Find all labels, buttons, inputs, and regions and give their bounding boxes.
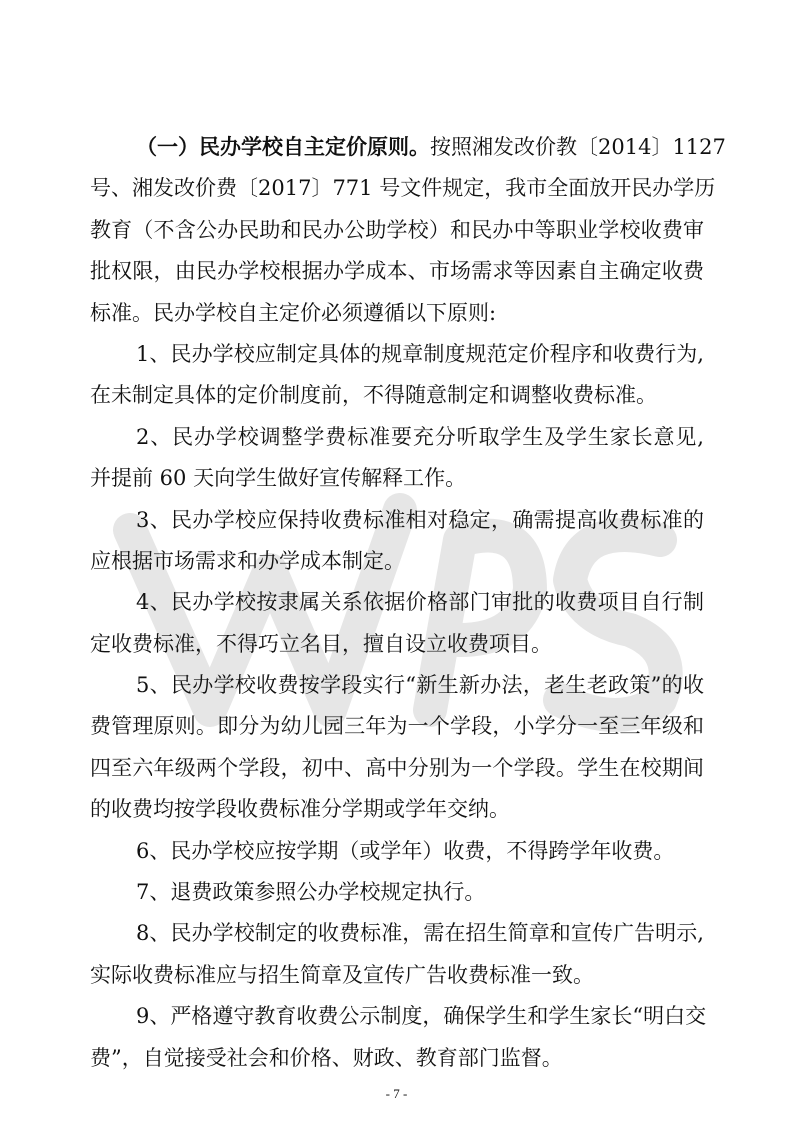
section-heading: （一）民办学校自主定价原则。 bbox=[136, 135, 430, 159]
line-text: 7、退费政策参照公办学校规定执行。 bbox=[136, 880, 486, 905]
line-text: 批权限，由民办学校根据办学成本、市场需求等因素自主确定收费 bbox=[90, 259, 704, 284]
paragraph bbox=[90, 127, 726, 334]
text-line bbox=[90, 168, 716, 209]
line-text: 1、民办学校应制定具体的规章制度规范定价程序和收费行为, bbox=[136, 341, 704, 366]
text-line bbox=[90, 665, 704, 706]
paragraph bbox=[90, 665, 704, 831]
text-line bbox=[90, 913, 704, 954]
paragraph bbox=[90, 996, 707, 1079]
line-text: 6、民办学校应按学期（或学年）收费，不得跨学年收费。 bbox=[136, 838, 675, 863]
line-text: 教育（不含公办民助和民办公助学校）和民办中等职业学校收费审 bbox=[90, 217, 704, 242]
text-line bbox=[90, 251, 704, 292]
line-text: 的收费均按学段收费标准分学期或学年交纳。 bbox=[90, 797, 510, 822]
text-line bbox=[90, 127, 726, 168]
paragraph bbox=[90, 500, 704, 583]
paragraph bbox=[90, 334, 704, 417]
text-line bbox=[90, 334, 704, 375]
line-text: 费”，自觉接受社会和价格、财政、教育部门监督。 bbox=[90, 1045, 563, 1070]
text-line bbox=[90, 375, 704, 416]
paragraph bbox=[90, 913, 704, 996]
line-text: 3、民办学校应保持收费标准相对稳定，确需提高收费标准的 bbox=[136, 507, 704, 532]
text-line bbox=[90, 500, 704, 541]
text-line bbox=[90, 624, 704, 665]
text-line bbox=[90, 955, 704, 996]
line-text: 并提前 60 天向学生做好宣传解释工作。 bbox=[90, 466, 467, 491]
text-line bbox=[90, 293, 704, 334]
line-text: 9、严格遵守教育收费公示制度，确保学生和学生家长“明白交 bbox=[136, 1004, 707, 1029]
document-body bbox=[90, 127, 726, 1079]
text-line bbox=[90, 706, 704, 747]
line-text: 应根据市场需求和办学成本制定。 bbox=[90, 548, 405, 573]
text-line bbox=[90, 831, 704, 872]
line-text: 费管理原则。即分为幼儿园三年为一个学段，小学分一至三年级和 bbox=[90, 714, 704, 739]
text-line bbox=[90, 541, 704, 582]
paragraph bbox=[90, 417, 704, 500]
line-text: 定收费标准，不得巧立名目，擅自设立收费项目。 bbox=[90, 631, 552, 656]
line-text: 8、民办学校制定的收费标准，需在招生简章和宣传广告明示, bbox=[136, 921, 704, 946]
line-text: 5、民办学校收费按学段实行“新生新办法，老生老政策”的收 bbox=[136, 673, 704, 698]
page-number: - 7 - bbox=[385, 1086, 408, 1101]
text-line bbox=[90, 210, 704, 251]
text-line bbox=[90, 789, 704, 830]
text-line bbox=[90, 748, 704, 789]
line-text: 在未制定具体的定价制度前，不得随意制定和调整收费标准。 bbox=[90, 383, 657, 408]
line-text: 按照湘发改价教〔2014〕1127 bbox=[430, 135, 726, 159]
paragraph bbox=[90, 582, 704, 665]
text-line bbox=[90, 1038, 704, 1079]
line-text: 号、湘发改价费〔2017〕771 号文件规定，我市全面放开民办学历 bbox=[90, 176, 716, 201]
text-line bbox=[90, 872, 704, 913]
text-line bbox=[90, 458, 704, 499]
text-line bbox=[90, 417, 704, 458]
text-line bbox=[90, 582, 704, 623]
text-line bbox=[90, 996, 707, 1037]
line-text: 标准。民办学校自主定价必须遵循以下原则: bbox=[90, 300, 497, 325]
paragraph bbox=[90, 831, 704, 872]
line-text: 2、民办学校调整学费标准要充分听取学生及学生家长意见, bbox=[136, 424, 704, 449]
line-text: 四至六年级两个学段，初中、高中分别为一个学段。学生在校期间 bbox=[90, 755, 704, 780]
paragraph bbox=[90, 872, 704, 913]
line-text: 4、民办学校按隶属关系依据价格部门审批的收费项目自行制 bbox=[136, 590, 704, 615]
line-text: 实际收费标准应与招生简章及宣传广告收费标准一致。 bbox=[90, 962, 594, 987]
